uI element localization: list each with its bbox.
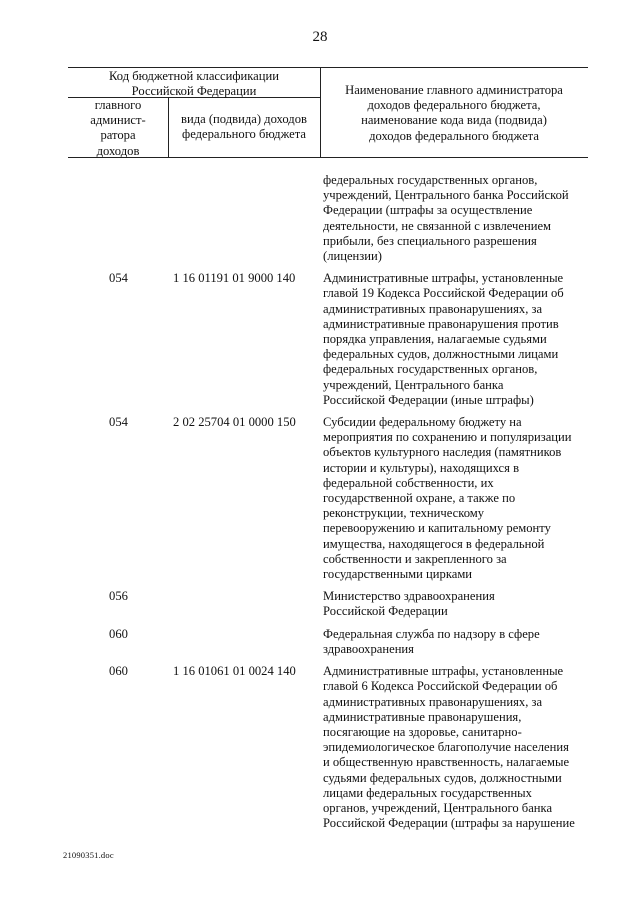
table-row [68, 664, 588, 831]
admin-code [68, 173, 169, 264]
header-col-code: вида (подвида) доходов федерального бюджета [181, 112, 307, 142]
admin-code: 060 [109, 664, 128, 679]
revenue-code: 1 16 01191 01 9000 140 [173, 271, 296, 286]
revenue-name: Административные штрафы, установленные главой 6 Кодекса Российской Федерации об административных правонарушениях, за административные правонарушения, посягающие на здоровье, санитарно- эпидемиологическое благополучие населения и общественную нравственность, налагаемые судьями федеральных судов, должностными лицами федеральных государственных органов, учреждений, Центрального банка Российской Федерации (штрафы за нарушение [323, 664, 575, 831]
header-group-title: Код бюджетной классификации Российской Федерации [109, 69, 279, 99]
table-row [68, 627, 588, 657]
revenue-name: Административные штрафы, установленные главой 19 Кодекса Российской Федерации об административных правонарушениях, за административные правонарушения против порядка управления, налагаемые судьями федеральных судов, должностными лицами федеральных государственных органов, учреждений, Центрального банка Российской Федерации (иные штрафы) [323, 271, 564, 407]
revenue-code: 1 16 01061 01 0024 140 [173, 664, 296, 679]
table-body [68, 173, 588, 838]
revenue-code [169, 173, 319, 264]
admin-code: 054 [109, 271, 128, 286]
revenue-code [169, 589, 319, 619]
revenue-code [169, 627, 319, 657]
revenue-name: федеральных государственных органов, учреждений, Центрального банка Российской Федерации (штрафы за осуществление деятельности, не связанной с извлечением прибыли, без специального разрешения (лицензии) [323, 173, 569, 264]
document-filename: 21090351.doc [63, 850, 114, 860]
admin-code: 056 [109, 589, 128, 604]
header-col-name: Наименование главного администратора доходов федерального бюджета, наименование кода вида (подвида) доходов федерального бюджета [345, 83, 563, 143]
admin-code: 060 [109, 626, 128, 641]
header-top-rule [68, 67, 588, 68]
revenue-name: Министерство здравоохранения Российской Федерации [323, 589, 495, 619]
page-number: 28 [312, 29, 328, 45]
revenue-name: Субсидии федеральному бюджету на мероприятия по сохранению и популяризации объектов культурного наследия (памятников истории и культуры), находящихся в федеральной собственности, их государственной охране, а также по реконструкции, техническому перевооружению и капитальному ремонту имущества, находящегося в федеральной собственности и закрепленного за государственными цирками [323, 415, 572, 582]
header-col-admin: главного админист- ратора доходов [90, 98, 146, 158]
table-row [68, 173, 588, 264]
revenue-name: Федеральная служба по надзору в сфере здравоохранения [323, 626, 540, 656]
table-row [68, 415, 588, 582]
revenue-code: 2 02 25704 01 0000 150 [173, 415, 296, 430]
table-row [68, 589, 588, 619]
table-row [68, 271, 588, 408]
admin-code: 054 [109, 415, 128, 430]
